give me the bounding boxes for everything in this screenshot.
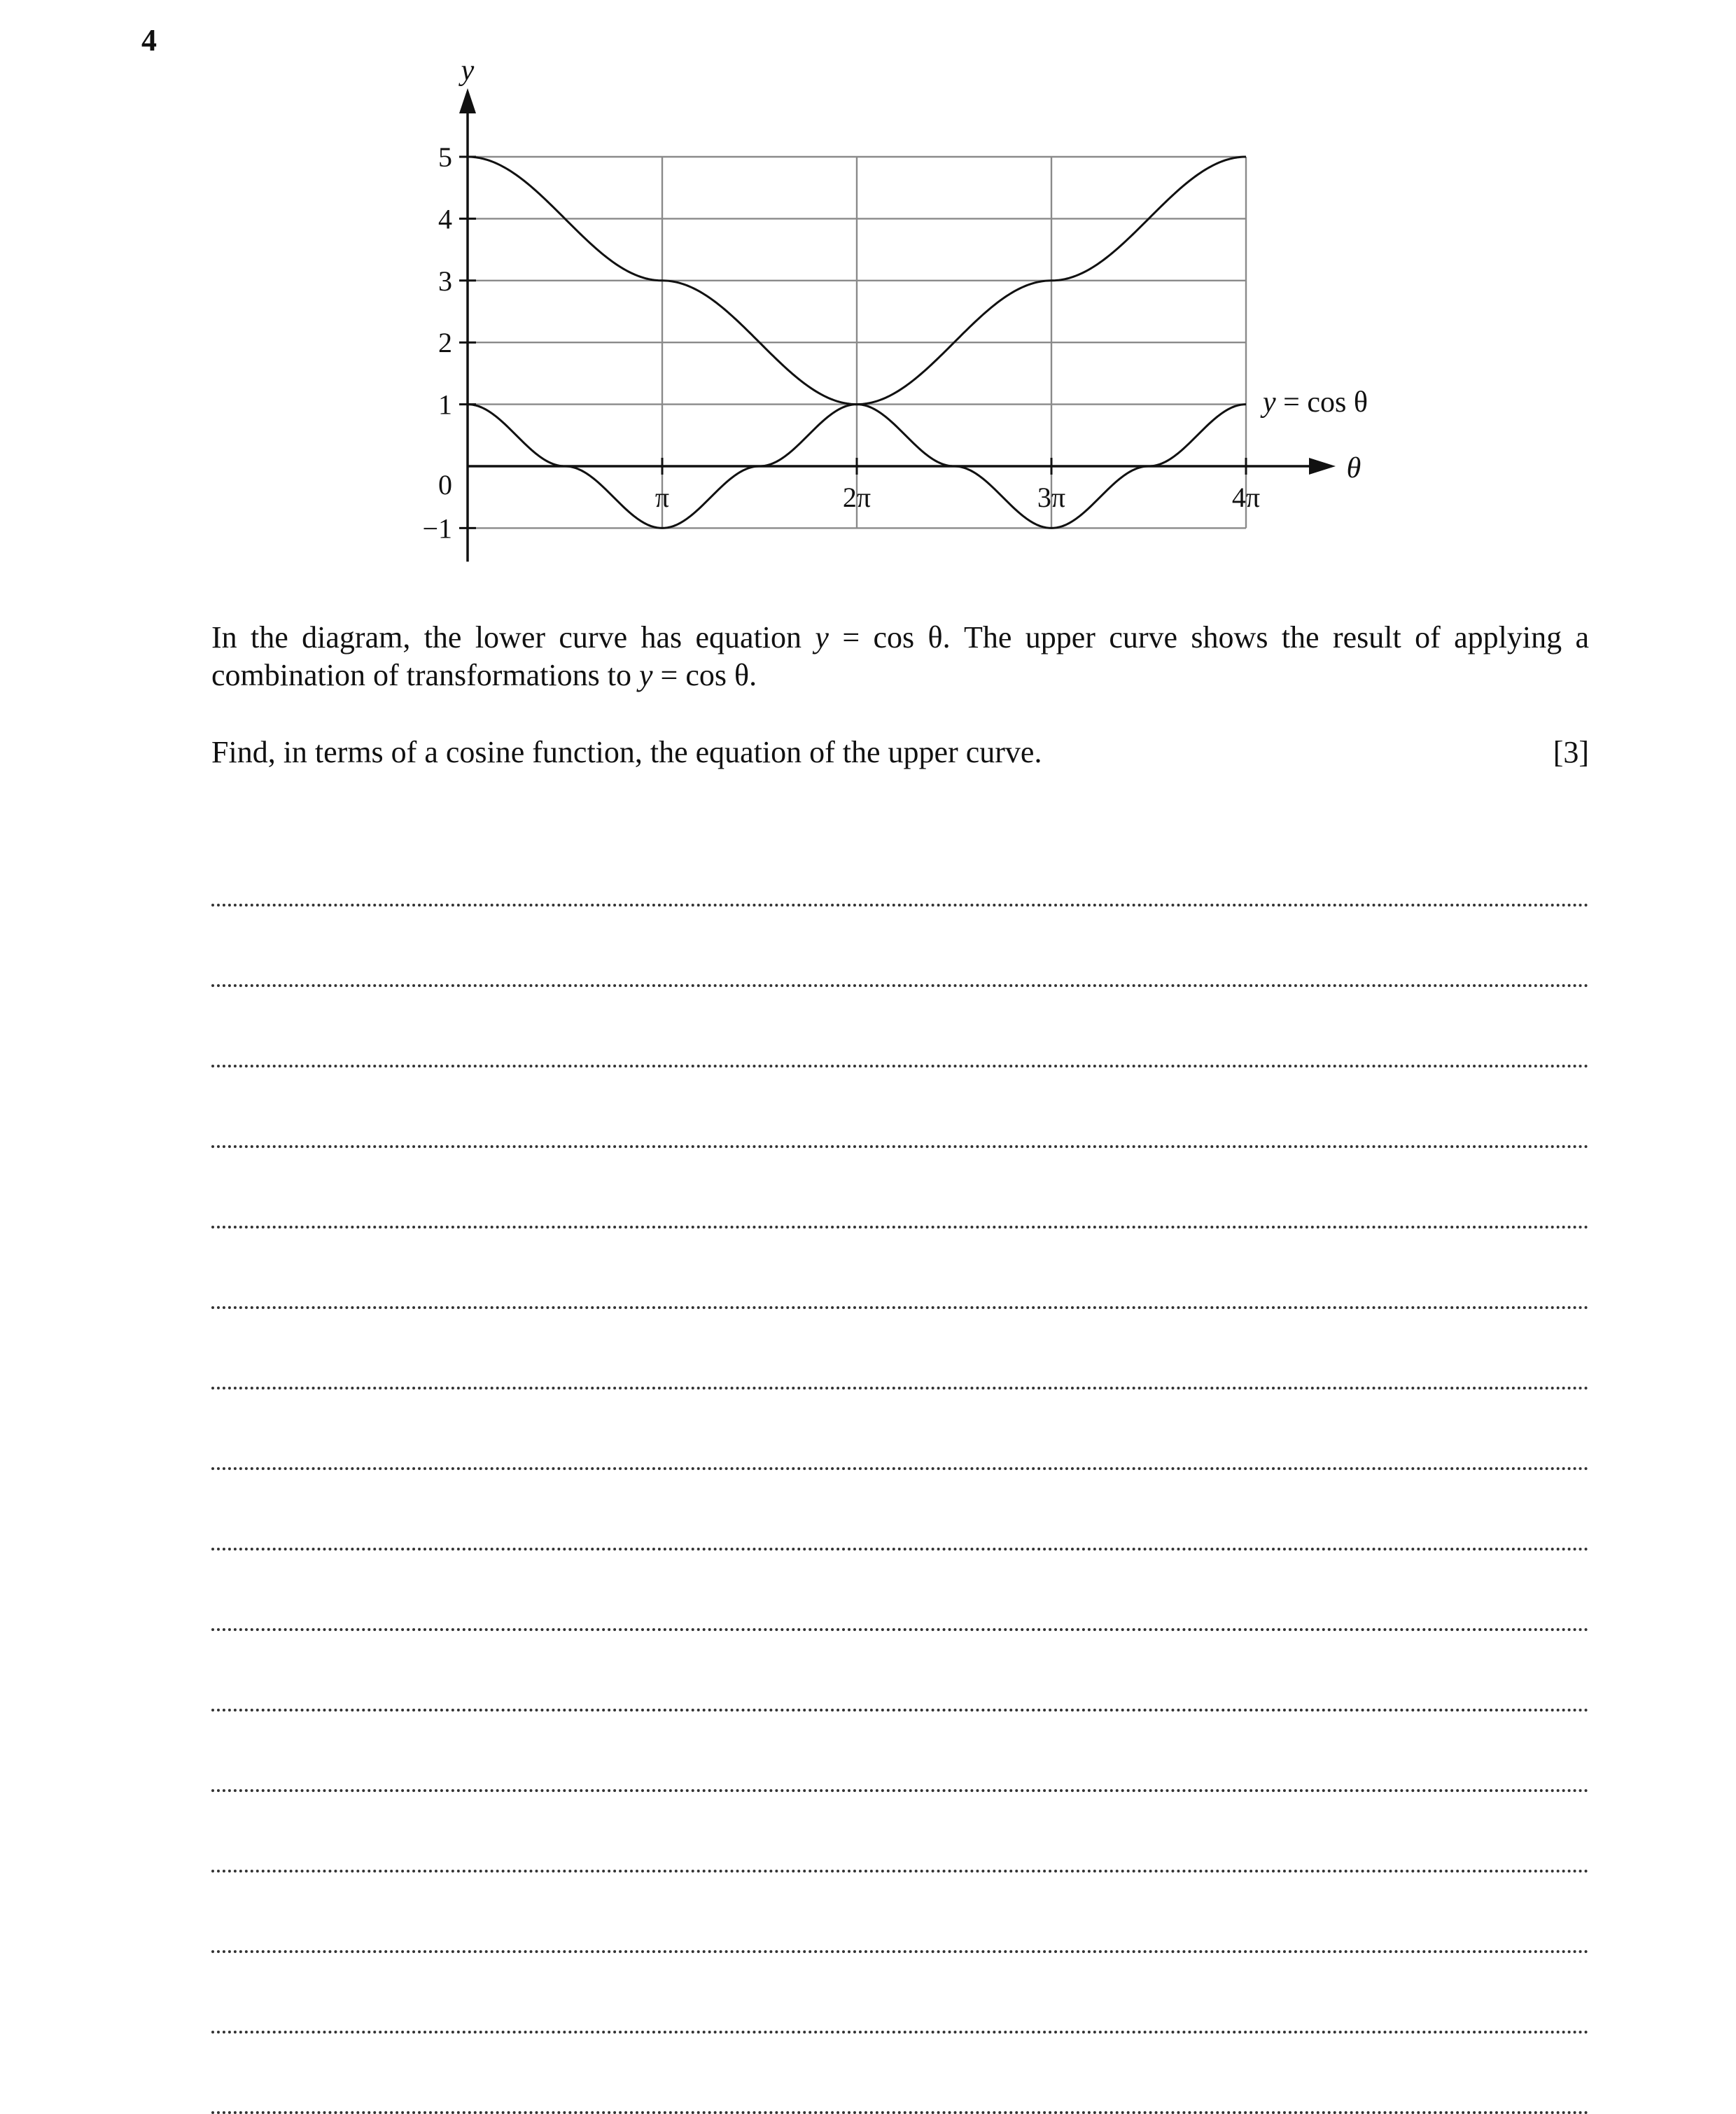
answer-line[interactable] xyxy=(211,1872,1589,1953)
y-tick-label: 1 xyxy=(438,388,452,421)
x-tick-label: 3π xyxy=(1037,482,1066,513)
answer-line[interactable] xyxy=(211,1470,1589,1550)
x-tick-label: 2π xyxy=(842,482,872,513)
x-tick-label: π xyxy=(654,482,670,513)
answer-line[interactable] xyxy=(211,1390,1589,1470)
question-text-part-1: In the diagram, the lower curve has equation xyxy=(211,620,816,654)
axes xyxy=(459,88,1336,561)
answer-line[interactable] xyxy=(211,1631,1589,1712)
question-text-part-2: = cos θ. The upper curve shows the result of applying a combination of transformations to xyxy=(211,620,1590,692)
axis-labels xyxy=(422,55,1368,544)
answer-line[interactable] xyxy=(211,906,1589,987)
question-instruction: Find, in terms of a cosine function, the equation of the upper curve. xyxy=(211,735,1042,769)
lower-curve-label: y = cos θ xyxy=(1263,386,1368,419)
cosine-graph xyxy=(0,0,1736,574)
y-tick-label: 5 xyxy=(438,141,452,173)
answer-area[interactable] xyxy=(211,826,1589,2114)
y-tick-label: −1 xyxy=(422,512,452,545)
x-tick-label: 4π xyxy=(1231,482,1261,513)
y-tick-label: 3 xyxy=(438,265,452,297)
marks-allocation: [3] xyxy=(1553,735,1589,769)
y-axis-arrow xyxy=(459,88,476,113)
y-tick-label: 0 xyxy=(438,469,452,500)
question-text-part-3: = cos θ. xyxy=(652,658,757,692)
answer-line[interactable] xyxy=(211,826,1589,906)
question-text xyxy=(211,619,1589,694)
answer-line[interactable] xyxy=(211,1792,1589,1872)
answer-line[interactable] xyxy=(211,1309,1589,1390)
x-axis-label: θ xyxy=(1346,452,1362,484)
answer-line[interactable] xyxy=(211,1550,1589,1631)
y-axis-label: y xyxy=(461,55,475,87)
answer-line[interactable] xyxy=(211,1712,1589,1792)
answer-line[interactable] xyxy=(211,987,1589,1068)
answer-line[interactable] xyxy=(211,1228,1589,1309)
answer-line[interactable] xyxy=(211,2033,1589,2114)
x-axis-arrow xyxy=(1309,458,1336,475)
answer-line[interactable] xyxy=(211,1068,1589,1148)
answer-line[interactable] xyxy=(211,1148,1589,1228)
question-text-var-y-2: y xyxy=(639,658,653,692)
question-text-var-y-1: y xyxy=(815,620,829,654)
y-tick-label: 2 xyxy=(438,327,452,359)
y-tick-label: 4 xyxy=(438,203,452,235)
question-number: 4 xyxy=(141,23,157,57)
answer-line[interactable] xyxy=(211,1953,1589,2033)
